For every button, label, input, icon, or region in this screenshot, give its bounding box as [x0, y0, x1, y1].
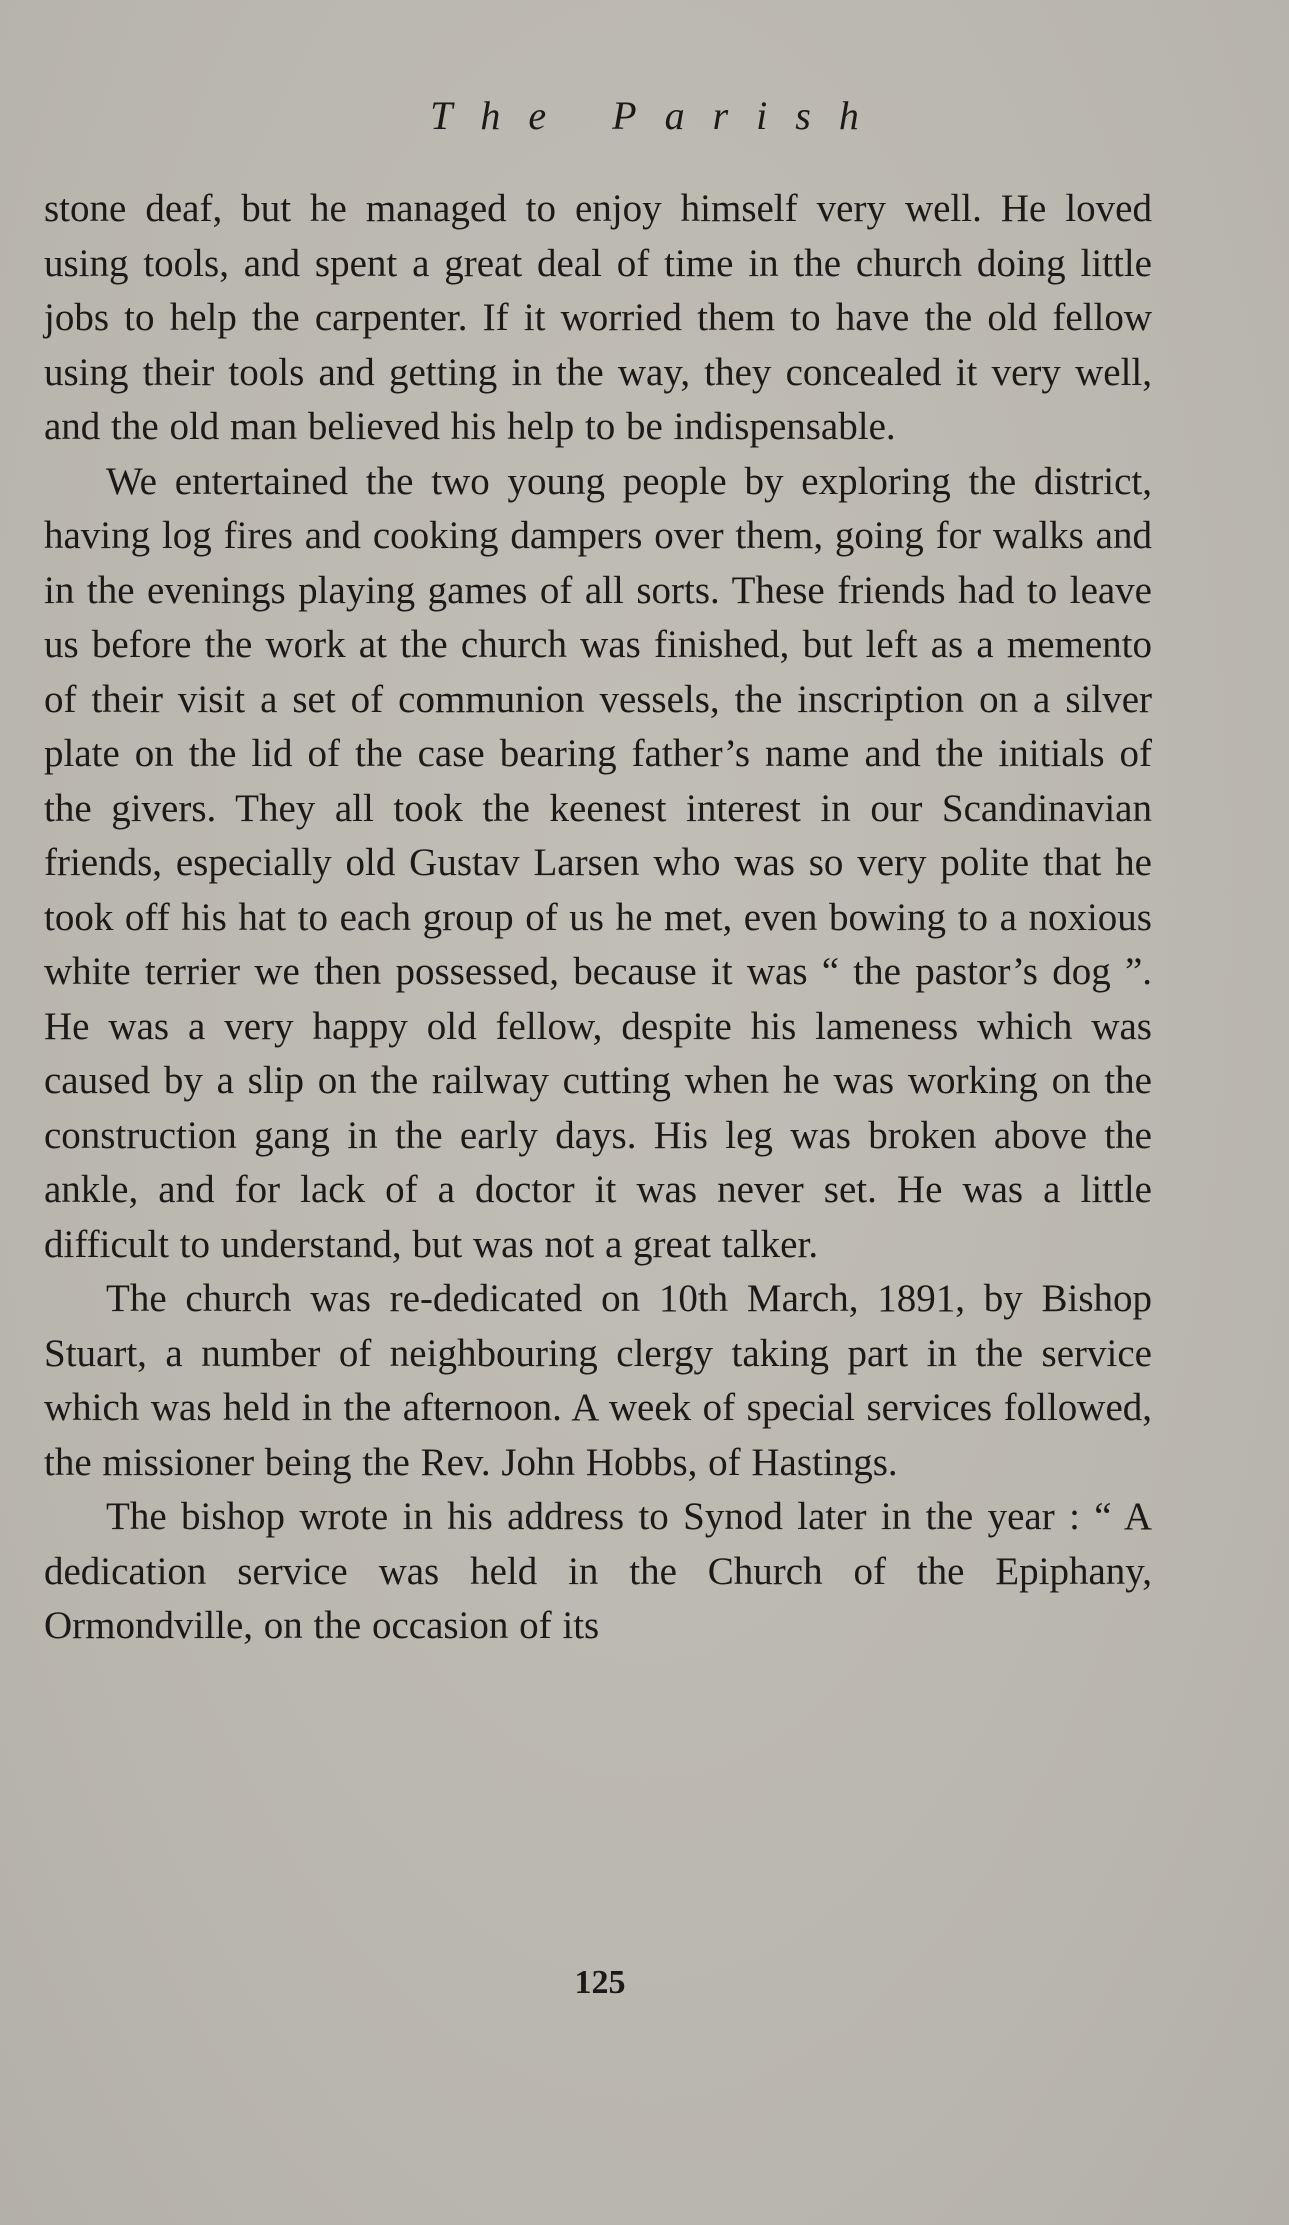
paragraph-continued: stone deaf, but he managed to enjoy himself very well. He loved using tools, and spent a great deal of time in the church doing little jobs to help the carpenter. If it worried them to have the old fellow using their tools and getting in the way, they concealed it very well, and the old man believed his help to be indispensable. [44, 187, 1152, 448]
page-number: 125 [574, 1964, 626, 2001]
running-title: The Parish [430, 93, 887, 138]
paragraph: The bishop wrote in his address to Synod later in the year : “ A dedication service was held in the Church of the Epiphany, Ormondville, on the occasion of its [44, 1495, 1152, 1647]
paragraph: The church was re-dedicated on 10th March, 1891, by Bishop Stuart, a number of neighbouring clergy taking part in the service which was held in the afternoon. A week of special services followed, the missioner being the Rev. John Hobbs, of Hastings. [44, 1277, 1152, 1484]
paragraph: We entertained the two young people by exploring the district, having log fires and cooking dampers over them, going for walks and in the evenings playing games of all sorts. These friends had to leave us before the work at the church was finished, but left as a memento of their visit a set of communion vessels, the inscription on a silver plate on the lid of the case bearing father’s name and the initials of the givers. They all took the keenest interest in our Scandinavian friends, especially old Gustav Larsen who was so very polite that he took off his hat to each group of us he met, even bowing to a noxious white terrier we then possessed, because it was “ the pastor’s dog ”. He was a very happy old fellow, despite his lameness which was caused by a slip on the railway cutting when he was working on the construction gang in the early days. His leg was broken above the ankle, and for lack of a doctor it was never set. He was a little difficult to understand, but was not a great talker. [44, 459, 1152, 1266]
body-text [44, 182, 1152, 1654]
